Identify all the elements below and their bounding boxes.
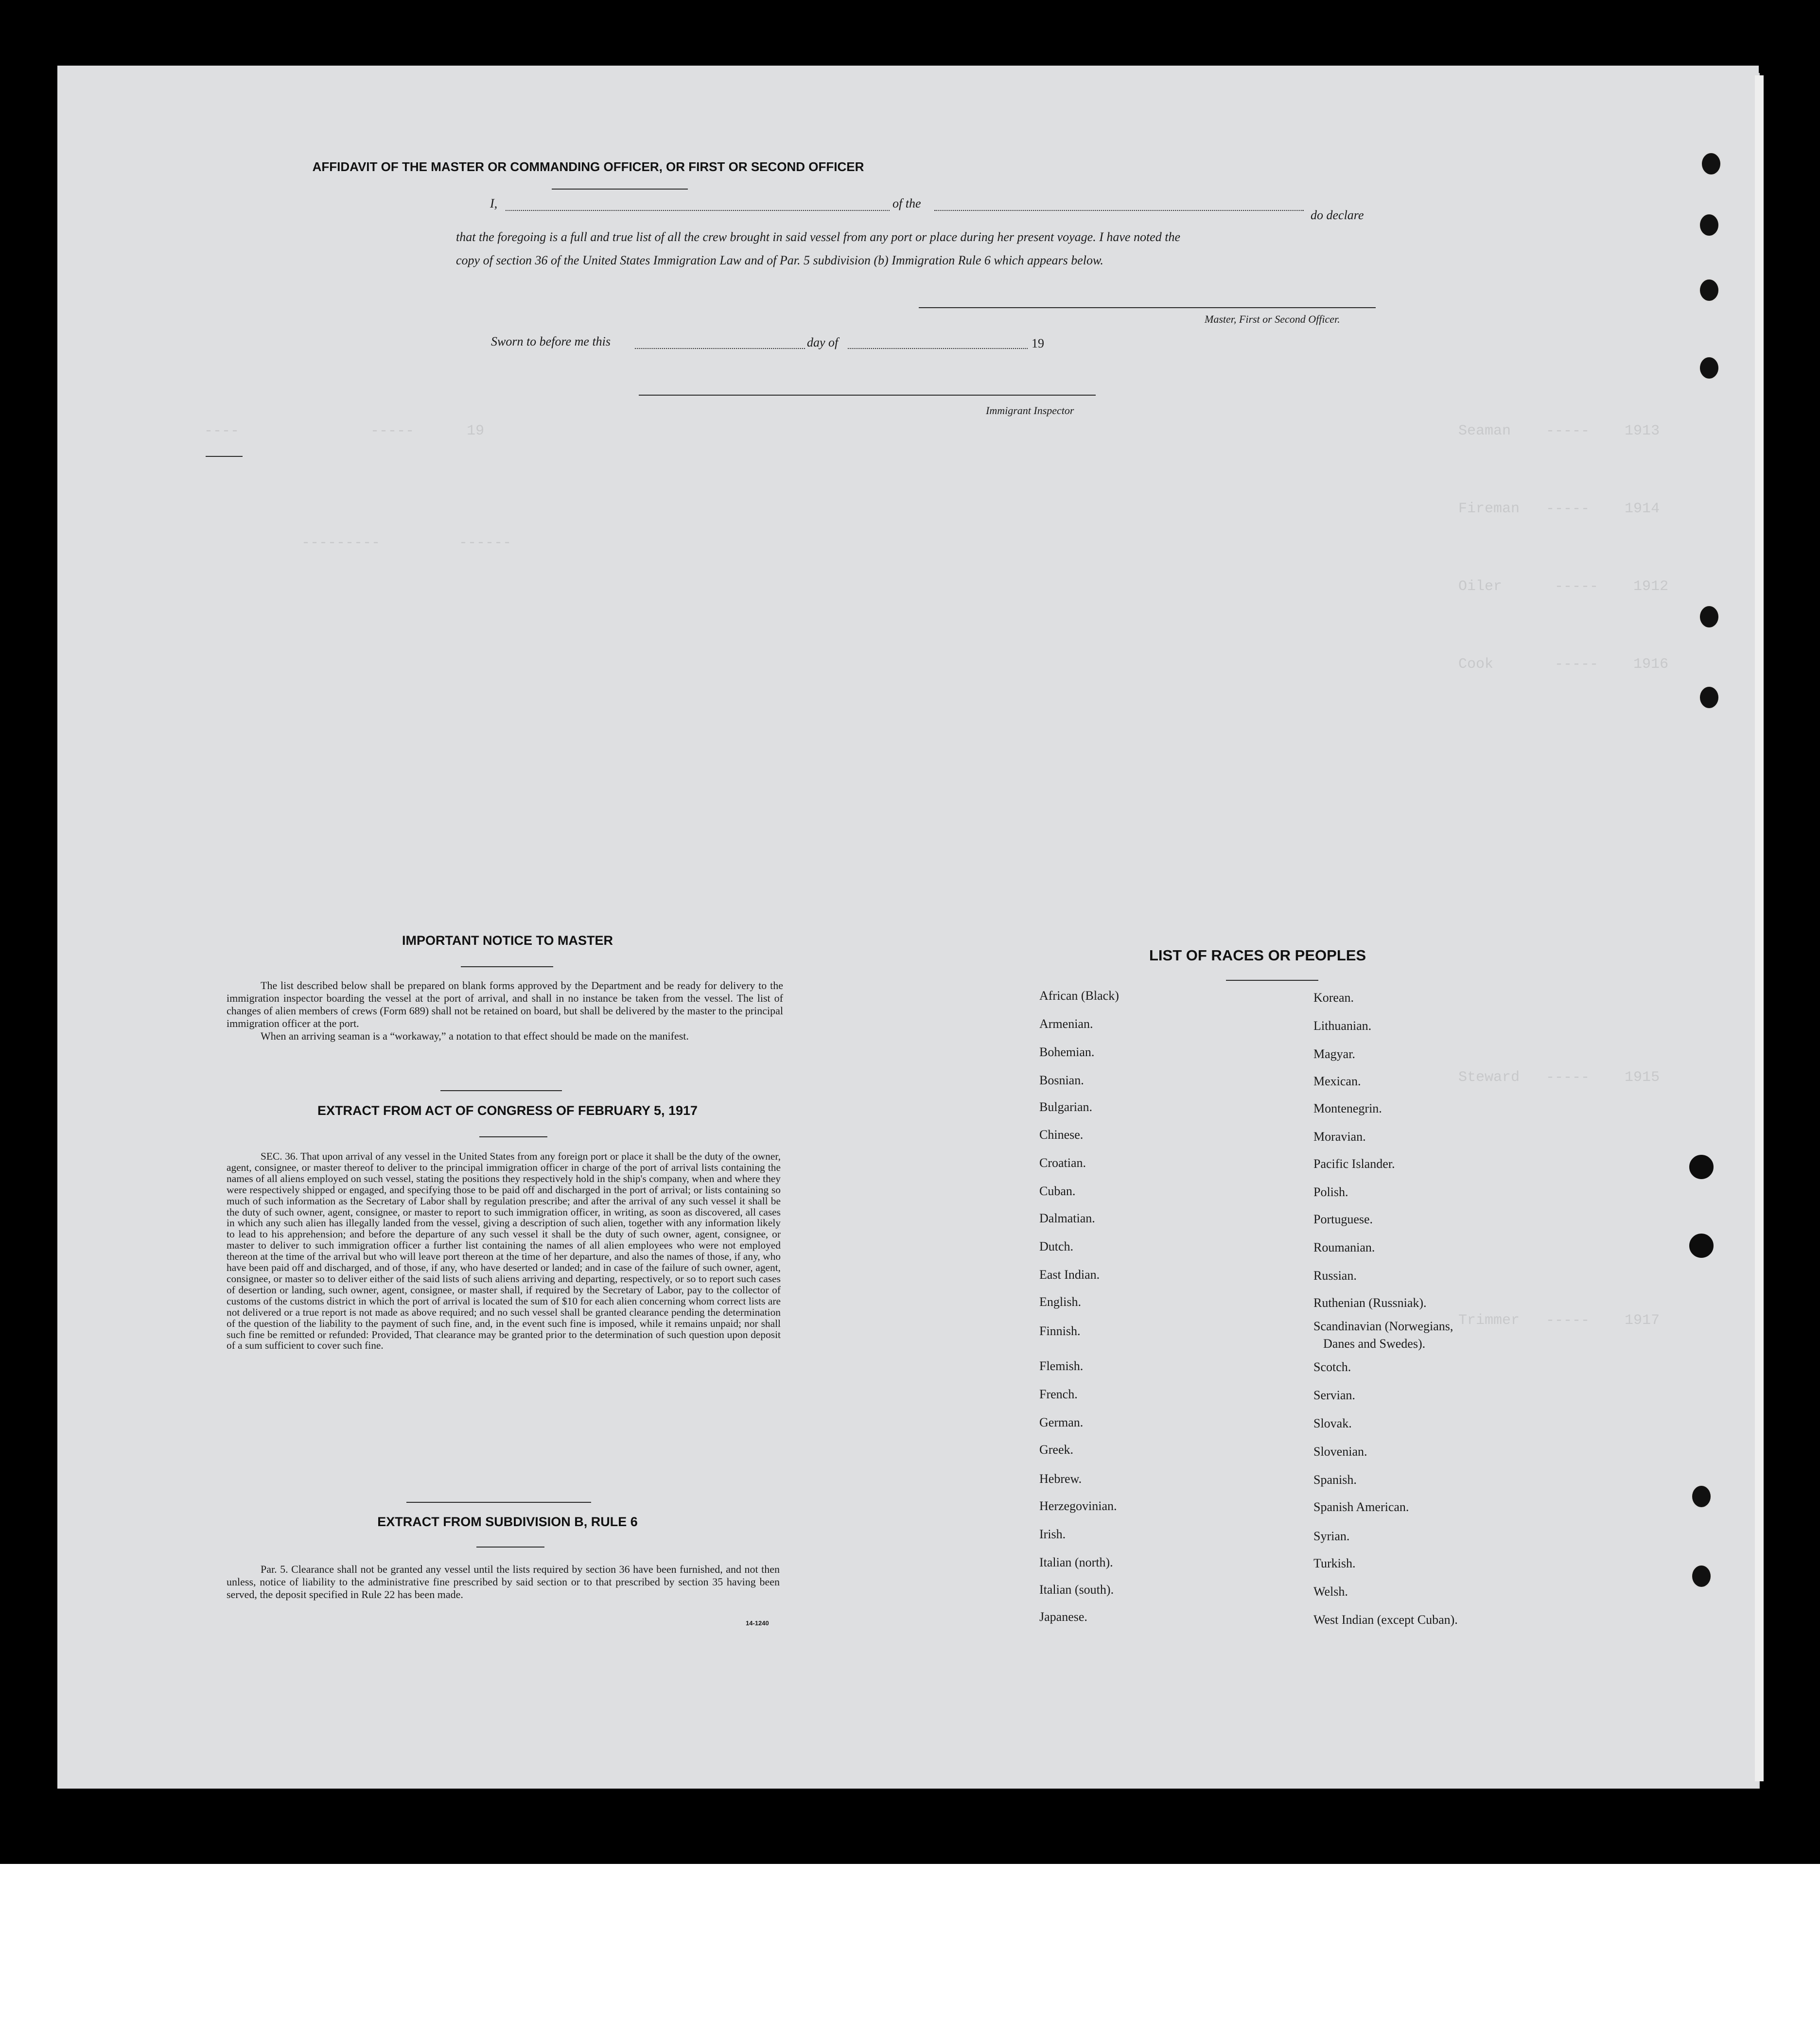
- affidavit-i-label: I,: [490, 196, 498, 210]
- race-entry: Dalmatian.: [1039, 1211, 1095, 1225]
- master-signature-label: Master, First or Second Officer.: [1205, 313, 1340, 325]
- race-entry: Spanish American.: [1313, 1500, 1409, 1514]
- bleed-through-text: --------- ------: [301, 535, 512, 551]
- race-entry: Italian (south).: [1039, 1583, 1114, 1597]
- race-entry: Dutch.: [1039, 1239, 1074, 1253]
- affidavit-statement-line: that the foregoing is a full and true list of all the crew brought in said vessel from any port or place during her present voyage. I have noted the: [456, 230, 1180, 244]
- binder-hole: [1689, 1155, 1714, 1179]
- bleed-through-text: Cook ----- 1916: [1458, 656, 1669, 673]
- race-entry: Turkish.: [1313, 1556, 1356, 1570]
- bleed-through-text: Seaman ----- 1913: [1458, 423, 1660, 439]
- race-entry: Bulgarian.: [1039, 1100, 1093, 1114]
- notice-paragraph: The list described below shall be prepared on blank forms approved by the Department and be ready for delivery to the immigration inspector boarding the vessel at the port of arrival, and shall in no instance be taken from the vessel. The list of changes of alien members of crews (Form 689) shall not be retained on board, but shall be delivered by the master to the principal immigration officer at the port.: [227, 979, 783, 1029]
- race-entry: Magyar.: [1313, 1047, 1355, 1061]
- section-divider: [440, 1090, 562, 1091]
- race-entry: Pacific Islander.: [1313, 1157, 1395, 1171]
- race-entry: Russian.: [1313, 1269, 1357, 1283]
- race-entry: Portuguese.: [1313, 1212, 1373, 1226]
- binder-hole: [1691, 1484, 1712, 1509]
- race-entry: East Indian.: [1039, 1268, 1100, 1282]
- race-entry: Bosnian.: [1039, 1073, 1084, 1087]
- inspector-label: Immigrant Inspector: [986, 404, 1074, 417]
- act-underline: [479, 1136, 547, 1137]
- race-entry: Spanish.: [1313, 1473, 1357, 1487]
- race-entry: Finnish.: [1039, 1324, 1081, 1338]
- race-entry: Korean.: [1313, 991, 1354, 1005]
- bleed-through-text: Oiler ----- 1912: [1458, 578, 1669, 595]
- race-entry-continuation: Danes and Swedes).: [1323, 1337, 1426, 1351]
- document-page: [57, 66, 1759, 1789]
- bleed-through-text: Fireman ----- 1914: [1458, 501, 1660, 517]
- race-entry: French.: [1039, 1387, 1078, 1401]
- act-extract-text: [227, 1151, 781, 1351]
- rule-extract-title: EXTRACT FROM SUBDIVISION B, RULE 6: [377, 1514, 638, 1529]
- race-entry: Slovenian.: [1313, 1444, 1367, 1459]
- inspector-signature-line[interactable]: [639, 395, 1096, 396]
- race-entry: West Indian (except Cuban).: [1313, 1613, 1458, 1627]
- binder-hole: [1698, 213, 1720, 237]
- paper-edge: [1755, 75, 1764, 1781]
- affidavit-statement-line: copy of section 36 of the United States Immigration Law and of Par. 5 subdivision (b) Immigration Rule 6 which appears below.: [456, 253, 1103, 267]
- sworn-label: Sworn to before me this: [491, 334, 611, 348]
- binder-hole: [1689, 1234, 1714, 1258]
- bleed-through-text: Steward ----- 1915: [1458, 1069, 1660, 1086]
- master-signature-line[interactable]: [919, 307, 1376, 308]
- race-entry: Roumanian.: [1313, 1240, 1375, 1254]
- notice-underline: [461, 966, 553, 967]
- race-entry: Scandinavian (Norwegians,: [1313, 1319, 1453, 1333]
- race-entry: Hebrew.: [1039, 1472, 1082, 1486]
- race-entry: Mexican.: [1313, 1074, 1361, 1088]
- scan-margin: [0, 1864, 1820, 2018]
- race-entry: Cuban.: [1039, 1184, 1076, 1198]
- section-divider: [406, 1502, 591, 1503]
- race-entry: Lithuanian.: [1313, 1019, 1372, 1033]
- bleed-through-text: Trimmer ----- 1917: [1458, 1312, 1660, 1329]
- race-entry: Welsh.: [1313, 1584, 1348, 1599]
- bleed-through-text: ---- ----- 19: [204, 423, 485, 439]
- form-number: 14-1240: [746, 1619, 769, 1627]
- race-entry: Armenian.: [1039, 1017, 1093, 1031]
- races-underline: [1226, 980, 1318, 981]
- race-entry: Scotch.: [1313, 1360, 1351, 1374]
- race-entry: Ruthenian (Russniak).: [1313, 1296, 1427, 1310]
- binder-hole: [1698, 278, 1720, 302]
- race-entry: Montenegrin.: [1313, 1101, 1382, 1115]
- race-entry: Greek.: [1039, 1443, 1074, 1457]
- notice-text: [227, 979, 783, 1043]
- sworn-day-of-label: day of: [807, 335, 839, 349]
- race-entry: Polish.: [1313, 1185, 1348, 1199]
- rule-extract-text: [227, 1563, 780, 1601]
- race-entry: English.: [1039, 1295, 1081, 1309]
- race-entry: Flemish.: [1039, 1359, 1084, 1373]
- race-entry: Irish.: [1039, 1527, 1066, 1541]
- race-entry: German.: [1039, 1415, 1084, 1429]
- rule-paragraph-5: Par. 5. Clearance shall not be granted any vessel until the lists required by section 36 have been furnished, and not then unless, notice of liability to the administrative fine prescribed by said section or to that prescribed by section 35 having been served, the deposit specified in Rule 22 has been made.: [227, 1563, 780, 1600]
- act-section-36: SEC. 36. That upon arrival of any vessel in the United States from any foreign port or place it shall be the duty of the owner, agent, consignee, or master thereof to deliver to the principal immigration officer in charge of the port of arrival lists containing the names of all aliens employed on such vessel, stating the positions they respectively hold in the ship's company, when and where they were respectively shipped or engaged, and specifying those to be paid off and discharged in the port of arrival; or lists containing so much of such information as the Secretary of Labor shall by regulation prescribe; and after the arrival of any such vessel it shall be the duty of such owner, agent, consignee, or master to report to such immigration officer, in writing, as soon as discovered, all cases in which any such alien has illegally landed from the vessel, giving a description of such alien, together with any information likely to lead to his apprehension; and before the departure of any such vessel it shall be the duty of such owner, agent, consignee, or master to deliver to such immigration officer a further list containing the names of all alien employees who were not employed thereon at the time of the arrival but who will leave port thereon at the time of her departure, and also the names of those, if any, who have been paid off and discharged, and of those, if any, who have deserted or landed; and in case of the failure of such owner, agent, consignee, or master so to deliver either of the said lists of such aliens arriving and departing, respectively, or so to report such cases of desertion or landing, such owner, agent, consignee, or master shall, if required by the Secretary of Labor, pay to the collector of customs of the customs district in which the port of arrival is located the sum of $10 for each alien concerning whom correct lists are not delivered or a true report is not made as above required; and no such vessel shall be granted clearance pending the determination of the question of the liability to the payment of such fine, and, in the event such fine is imposed, while it remains unpaid; nor shall such fine be remitted or refunded: Provided, That clearance may be granted prior to the determination of such question upon deposit of a sum sufficient to cover such fine.: [227, 1150, 781, 1352]
- races-title: LIST OF RACES OR PEOPLES: [1149, 947, 1366, 964]
- affidavit-of-the-label: of the: [892, 196, 921, 210]
- race-entry: Syrian.: [1313, 1529, 1350, 1543]
- affidavit-title: AFFIDAVIT OF THE MASTER OR COMMANDING OFFICER, OR FIRST OR SECOND OFFICER: [312, 159, 864, 174]
- race-entry: Croatian.: [1039, 1156, 1086, 1170]
- binder-hole: [1691, 1564, 1712, 1588]
- race-entry: Moravian.: [1313, 1130, 1366, 1144]
- race-entry: Italian (north).: [1039, 1555, 1113, 1569]
- race-entry: Slovak.: [1313, 1416, 1352, 1430]
- race-entry: African (Black): [1039, 989, 1119, 1003]
- act-extract-title: EXTRACT FROM ACT OF CONGRESS OF FEBRUARY 5, 1917: [317, 1103, 698, 1118]
- binder-hole: [1698, 685, 1720, 710]
- race-entry: Servian.: [1313, 1388, 1355, 1402]
- binder-hole: [1700, 152, 1722, 176]
- race-entry: Japanese.: [1039, 1610, 1087, 1624]
- margin-mark: [206, 456, 243, 457]
- race-entry: Chinese.: [1039, 1128, 1084, 1142]
- rule-underline: [476, 1547, 544, 1548]
- notice-paragraph: When an arriving seaman is a “workaway,” a notation to that effect should be made on the manifest.: [261, 1030, 689, 1042]
- binder-hole: [1698, 356, 1720, 380]
- affidavit-declare-label: do declare: [1311, 208, 1364, 222]
- affidavit-vessel-field[interactable]: [934, 210, 1304, 211]
- binder-hole: [1698, 605, 1720, 629]
- sworn-year-prefix: 19: [1032, 336, 1044, 350]
- sworn-day-field[interactable]: [635, 348, 805, 349]
- race-entry: Herzegovinian.: [1039, 1499, 1117, 1513]
- title-underline: [552, 189, 688, 190]
- affidavit-name-field[interactable]: [506, 210, 890, 211]
- race-entry: Bohemian.: [1039, 1045, 1095, 1059]
- sworn-month-field[interactable]: [848, 348, 1028, 349]
- notice-title: IMPORTANT NOTICE TO MASTER: [402, 933, 613, 948]
